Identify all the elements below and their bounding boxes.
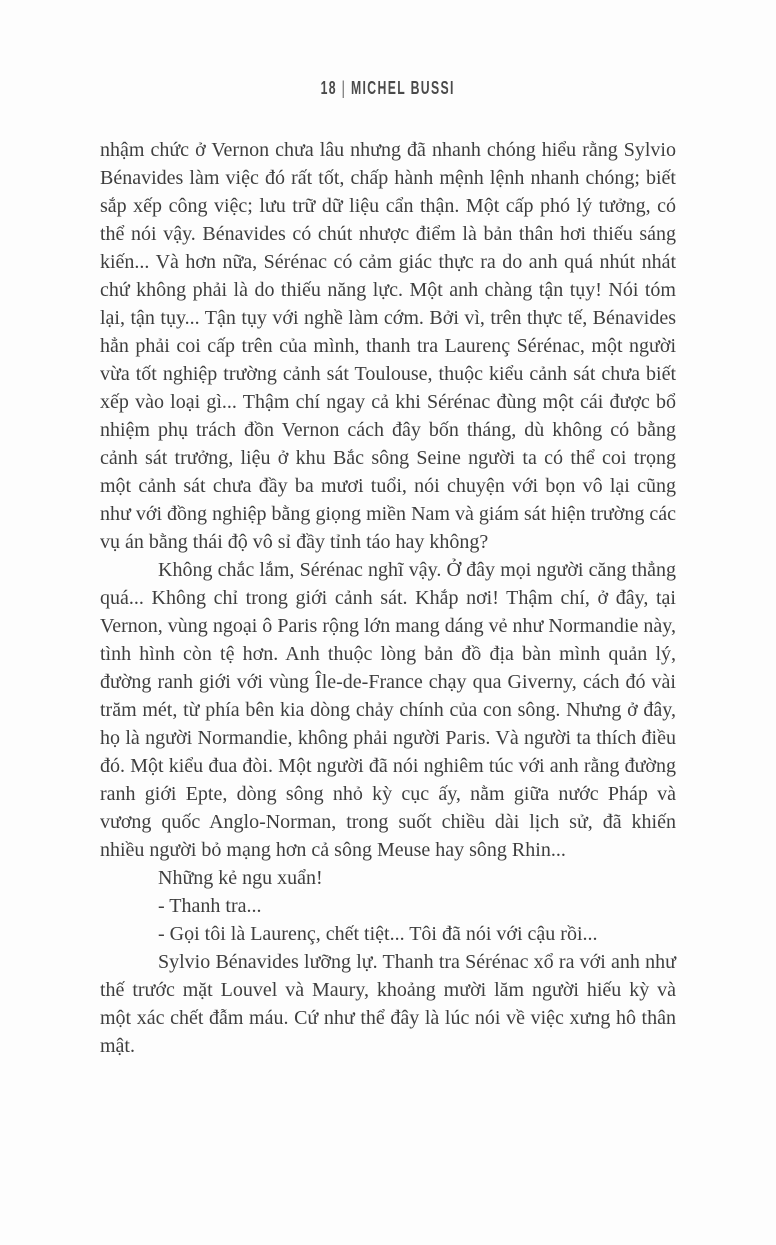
paragraph: Không chắc lắm, Sérénac nghĩ vậy. Ở đây mọi người căng thẳng quá... Không chỉ trong giới cảnh sát. Khắp nơi! Thậm chí, ở đây, tại Vernon, vùng ngoại ô Paris rộng lớn mang dáng vẻ như Normandie này, tình hình còn tệ hơn. Anh thuộc lòng bản đồ địa bàn mình quản lý, đường ranh giới với vùng Île-de-France chạy qua Giverny, cách đó vài trăm mét, từ phía bên kia dòng chảy chính của con sông. Nhưng ở đây, họ là người Normandie, không phải người Paris. Và người ta thích điều đó. Một kiểu đua đòi. Một người đã nói nghiêm túc với anh rằng đường ranh giới Epte, dòng sông nhỏ kỳ cục ấy, nằm giữa nước Pháp và vương quốc Anglo-Norman, trong suốt chiều dài lịch sử, đã khiến nhiều người bỏ mạng hơn cả sông Meuse hay sông Rhin...: [100, 559, 676, 861]
paragraph-closing: Sylvio Bénavides lưỡng lự. Thanh tra Sérénac xổ ra với anh như thế trước mặt Louvel và Maury, khoảng mười lăm người hiếu kỳ và một xác chết đẫm máu. Cứ như thể đây là lúc nói về việc xưng hô thân mật.: [100, 951, 676, 1057]
paragraph-continuation: nhậm chức ở Vernon chưa lâu nhưng đã nhanh chóng hiểu rằng Sylvio Bénavides làm việc đó rất tốt, chấp hành mệnh lệnh nhanh chóng; biết sắp xếp công việc; lưu trữ dữ liệu cẩn thận. Một cấp phó lý tưởng, có thể nói vậy. Bénavides có chút nhược điểm là bản thân hơi thiếu sáng kiến... Và hơn nữa, Sérénac có cảm giác thực ra do anh quá nhút nhát chứ không phải là do thiếu năng lực. Một anh chàng tận tụy! Nói tóm lại, tận tụy... Tận tụy với nghề làm cớm. Bởi vì, trên thực tế, Bénavides hẳn phải coi cấp trên của mình, thanh tra Laurenç Sérénac, một người vừa tốt nghiệp trường cảnh sát Toulouse, thuộc kiểu cảnh sát chưa biết xếp vào loại gì... Thậm chí ngay cả khi Sérénac đùng một cái được bổ nhiệm phụ trách đồn Vernon cách đây bốn tháng, dù không có bằng cảnh sát trưởng, liệu ở khu Bắc sông Seine người ta có thể coi trọng một cảnh sát chưa đầy ba mươi tuổi, nói chuyện với bọn vô lại cũng như với đồng nghiệp bằng giọng miền Nam và giám sát hiện trường các vụ án bằng thái độ vô sỉ đầy tỉnh táo hay không?: [100, 139, 676, 553]
dialogue-line: - Thanh tra...: [158, 895, 262, 917]
header-separator: |: [341, 78, 347, 98]
page-number: 18: [320, 78, 338, 98]
page-body: [100, 136, 676, 1060]
author-name: MICHEL BUSSI: [351, 78, 456, 98]
paragraph-exclamation: Những kẻ ngu xuẩn!: [158, 867, 323, 889]
running-header: [100, 78, 676, 98]
running-header-inner: [321, 78, 455, 98]
dialogue-line: - Gọi tôi là Laurenç, chết tiệt... Tôi đã nói với cậu rồi...: [158, 923, 598, 945]
